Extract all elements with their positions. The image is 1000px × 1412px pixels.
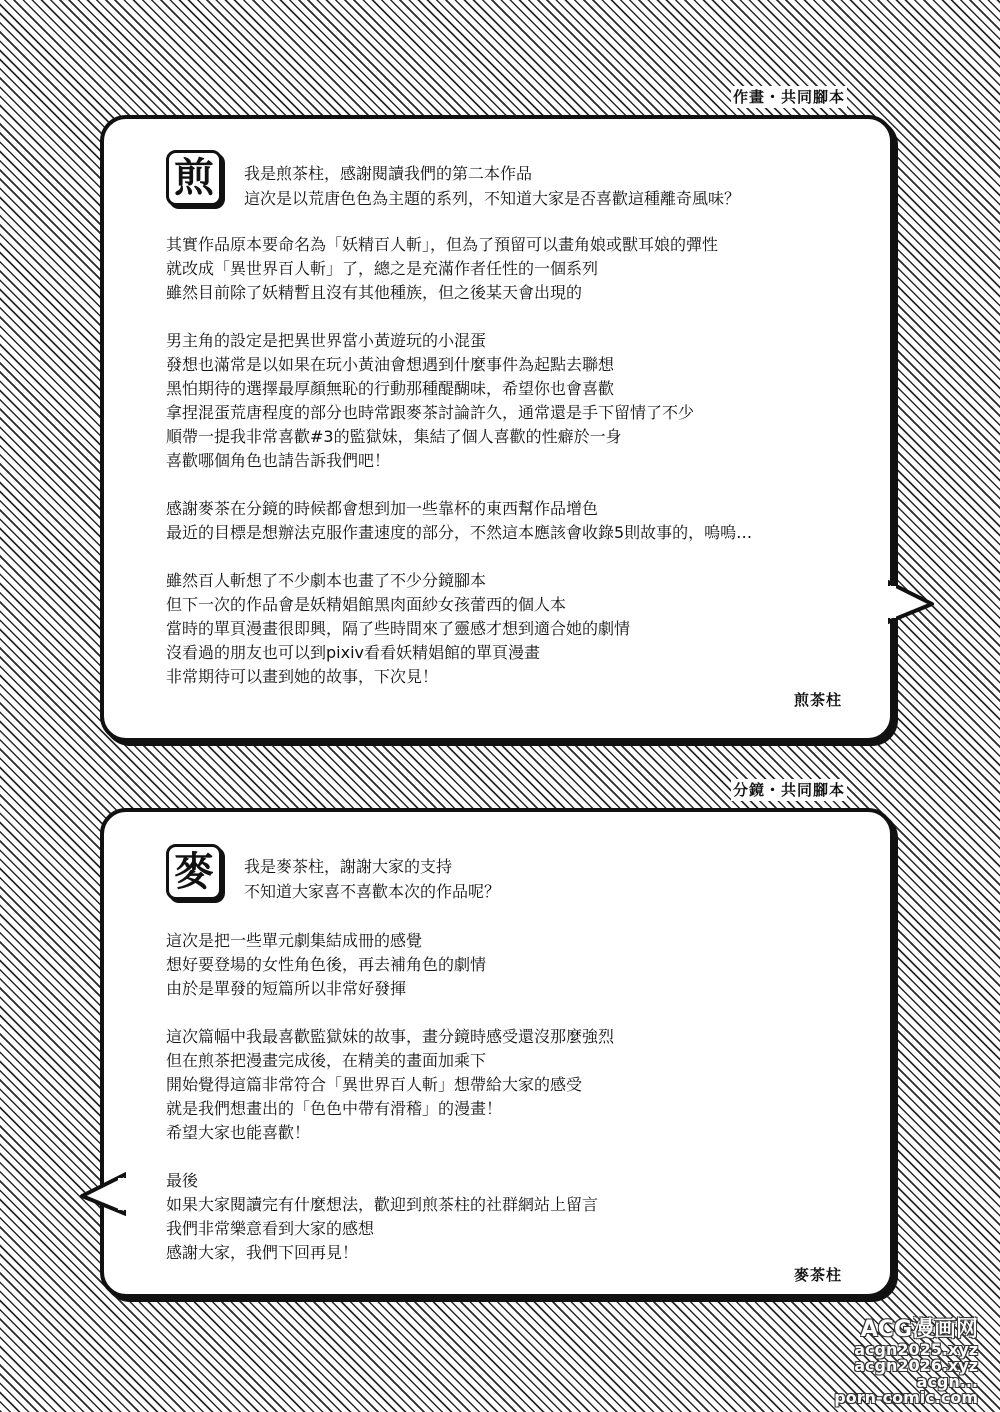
text-line: 但下一次的作品會是妖精娼館黑肉面紗女孩蕾西的個人本 bbox=[166, 595, 567, 614]
text-line: 喜歡哪個角色也請告訴我們吧！ bbox=[166, 451, 391, 470]
avatar-artist: 煎 bbox=[166, 150, 222, 206]
watermark-line: acgn... bbox=[916, 1372, 978, 1391]
text-line: 沒看過的朋友也可以到pixiv看看妖精娼館的單頁漫畫 bbox=[166, 643, 540, 662]
text-line: 如果大家閱讀完有什麼想法，歡迎到煎茶柱的社群網站上留言 bbox=[166, 1195, 599, 1214]
text-line: 順帶一提我非常喜歡#3的監獄妹，集結了個人喜歡的性癖於一身 bbox=[166, 427, 622, 446]
paragraph bbox=[166, 497, 752, 545]
role-label-artist: 作畫・共同腳本 bbox=[733, 88, 846, 106]
text-line: 感謝大家，我們下回再見！ bbox=[166, 1243, 359, 1262]
speech-tail-right-icon bbox=[888, 578, 936, 628]
intro-line: 這次是以荒唐色色為主題的系列，不知道大家是否喜歡這種離奇風味？ bbox=[244, 189, 741, 208]
intro-line: 不知道大家喜不喜歡本次的作品呢？ bbox=[244, 882, 501, 901]
text-line: 非常期待可以畫到她的故事，下次見！ bbox=[166, 667, 439, 686]
text-line: 最後 bbox=[166, 1171, 199, 1190]
text-line: 想好要登場的女性角色後，再去補角色的劇情 bbox=[166, 955, 487, 974]
intro-artist bbox=[244, 161, 740, 211]
speech-bubble-artist bbox=[100, 115, 894, 742]
role-label-storyboard: 分鏡・共同腳本 bbox=[733, 781, 846, 799]
text-line: 男主角的設定是把異世界當小黃遊玩的小混蛋 bbox=[166, 331, 487, 350]
intro-line: 我是煎茶柱，感謝閱讀我們的第二本作品 bbox=[244, 164, 533, 183]
text-line: 最近的目標是想辦法克服作畫速度的部分，不然這本應該會收錄5則故事的，嗚嗚… bbox=[166, 523, 753, 542]
signature-storyboard: 麥茶柱 bbox=[793, 1266, 842, 1284]
text-line: 我們非常樂意看到大家的感想 bbox=[166, 1219, 375, 1238]
text-line: 就改成「異世界百人斬」了，總之是充滿作者任性的一個系列 bbox=[166, 259, 599, 278]
text-line: 拿捏混蛋荒唐程度的部分也時常跟麥茶討論許久，通常還是手下留情了不少 bbox=[166, 403, 695, 422]
text-line: 雖然目前除了妖精暫且沒有其他種族，但之後某天會出現的 bbox=[166, 283, 583, 302]
text-line: 雖然百人斬想了不少劇本也畫了不少分鏡腳本 bbox=[166, 571, 487, 590]
intro-storyboard bbox=[244, 854, 500, 904]
body-text-storyboard bbox=[166, 929, 614, 1289]
text-line: 其實作品原本要命名為「妖精百人斬」，但為了預留可以畫角娘或獸耳娘的彈性 bbox=[166, 235, 719, 254]
text-line: 但在煎茶把漫畫完成後，在精美的畫面加乘下 bbox=[166, 1051, 487, 1070]
signature-artist: 煎茶柱 bbox=[793, 691, 842, 709]
text-line: 這次篇幅中我最喜歡監獄妹的故事，畫分鏡時感受還沒那麼強烈 bbox=[166, 1027, 615, 1046]
text-line: 由於是單發的短篇所以非常好發揮 bbox=[166, 979, 407, 998]
text-line: 這次是把一些單元劇集結成冊的感覺 bbox=[166, 931, 423, 950]
text-line: 感謝麥茶在分鏡的時候都會想到加一些靠杯的東西幫作品增色 bbox=[166, 499, 599, 518]
watermark-line: porn-comic.com bbox=[834, 1388, 978, 1407]
watermark-line: ACG漫画网 bbox=[860, 1317, 978, 1342]
paragraph bbox=[166, 929, 614, 1001]
body-text-artist bbox=[166, 233, 752, 713]
text-line: 就是我們想畫出的「色色中帶有滑稽」的漫畫！ bbox=[166, 1099, 503, 1118]
paragraph bbox=[166, 1025, 614, 1145]
intro-line: 我是麥茶柱，謝謝大家的支持 bbox=[244, 857, 453, 876]
avatar-storyboard: 麥 bbox=[166, 844, 222, 900]
paragraph bbox=[166, 1169, 614, 1265]
paragraph bbox=[166, 329, 752, 473]
watermark-line: acgn2025.xyz bbox=[854, 1340, 978, 1359]
text-line: 黑怕期待的選擇最厚顏無恥的行動那種醍醐味，希望你也會喜歡 bbox=[166, 379, 615, 398]
paragraph bbox=[166, 569, 752, 689]
text-line: 發想也滿常是以如果在玩小黃油會想遇到什麼事件為起點去聯想 bbox=[166, 355, 615, 374]
site-watermark bbox=[834, 1318, 978, 1406]
paragraph bbox=[166, 233, 752, 305]
speech-bubble-storyboard bbox=[100, 808, 894, 1298]
text-line: 希望大家也能喜歡！ bbox=[166, 1123, 311, 1142]
text-line: 當時的單頁漫畫很即興，隔了些時間來了靈感才想到適合她的劇情 bbox=[166, 619, 631, 638]
speech-tail-left-icon bbox=[78, 1170, 126, 1220]
text-line: 開始覺得這篇非常符合「異世界百人斬」想帶給大家的感受 bbox=[166, 1075, 583, 1094]
watermark-line: acgn2026.xyz bbox=[854, 1356, 978, 1375]
